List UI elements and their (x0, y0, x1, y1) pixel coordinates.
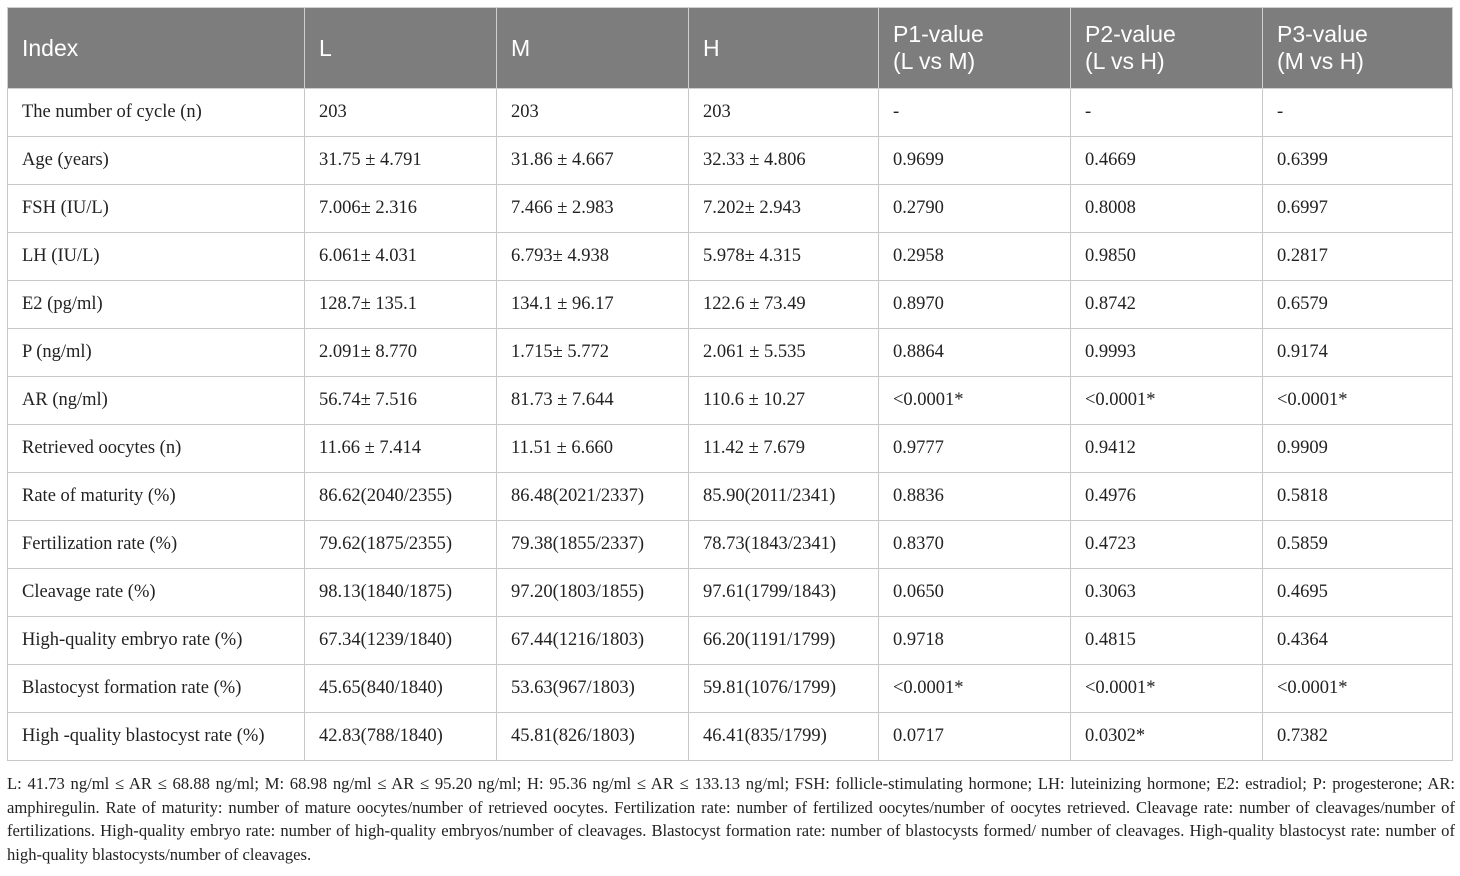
table-cell: 7.202± 2.943 (689, 185, 879, 233)
column-header-line: M (511, 34, 531, 61)
table-row (8, 377, 1453, 425)
row-label-cell: Blastocyst formation rate (%) (8, 665, 305, 713)
column-header (8, 8, 305, 89)
table-cell: 0.0650 (879, 569, 1071, 617)
table-cell: 0.9174 (1263, 329, 1453, 377)
column-header-line: (L vs M) (893, 48, 976, 74)
row-label-cell: The number of cycle (n) (8, 89, 305, 137)
column-header-line: (L vs H) (1085, 48, 1165, 74)
table-cell: <0.0001* (1263, 665, 1453, 713)
row-label-cell: Retrieved oocytes (n) (8, 425, 305, 473)
table-cell: 0.4815 (1071, 617, 1263, 665)
table-cell: 66.20(1191/1799) (689, 617, 879, 665)
table-row (8, 281, 1453, 329)
table-cell: 0.3063 (1071, 569, 1263, 617)
table-cell: 0.9993 (1071, 329, 1263, 377)
table-cell: 203 (689, 89, 879, 137)
row-label-cell: Cleavage rate (%) (8, 569, 305, 617)
table-cell: 0.8836 (879, 473, 1071, 521)
table-cell: 97.61(1799/1843) (689, 569, 879, 617)
table-cell: <0.0001* (879, 377, 1071, 425)
table-cell: 86.48(2021/2337) (497, 473, 689, 521)
table-cell: 81.73 ± 7.644 (497, 377, 689, 425)
table-cell: - (1071, 89, 1263, 137)
table-row (8, 521, 1453, 569)
table-cell: <0.0001* (1071, 665, 1263, 713)
table-cell: <0.0001* (1071, 377, 1263, 425)
table-body (8, 89, 1453, 761)
table-cell: 11.51 ± 6.660 (497, 425, 689, 473)
table-cell: 5.978± 4.315 (689, 233, 879, 281)
table-cell: 0.0302* (1071, 713, 1263, 761)
table-cell: 110.6 ± 10.27 (689, 377, 879, 425)
row-label-cell: Fertilization rate (%) (8, 521, 305, 569)
table-row (8, 569, 1453, 617)
table-cell: 97.20(1803/1855) (497, 569, 689, 617)
data-table-container (7, 7, 1452, 761)
table-cell: <0.0001* (879, 665, 1071, 713)
row-label-cell: Rate of maturity (%) (8, 473, 305, 521)
column-header-line: H (703, 34, 720, 61)
row-label-cell: High -quality blastocyst rate (%) (8, 713, 305, 761)
table-row (8, 137, 1453, 185)
column-header-line: P3-value (1277, 21, 1368, 47)
column-header-line: P2-value (1085, 21, 1176, 47)
header-row (8, 8, 1453, 89)
table-cell: 86.62(2040/2355) (305, 473, 497, 521)
table-cell: 0.0717 (879, 713, 1071, 761)
table-cell: 0.2790 (879, 185, 1071, 233)
table-cell: 7.006± 2.316 (305, 185, 497, 233)
table-row (8, 233, 1453, 281)
table-cell: 0.9850 (1071, 233, 1263, 281)
table-footnote: L: 41.73 ng/ml ≤ AR ≤ 68.88 ng/ml; M: 68.98 ng/ml ≤ AR ≤ 95.20 ng/ml; H: 95.36 ng/ml ≤ AR ≤ 133.13 ng/ml; FSH: follicle-stimulating hormone; LH: luteinizing hormone; E2: estradiol; P: progesterone; AR: amphiregulin. Rate of maturity: number of mature oocytes/number of retrieved oocytes. Fertilization rate: number of fertilized oocytes/number of oocytes retrieved. Cleavage rate: number of cleavages/number of fertilizations. High-quality embryo rate: number of high-quality embryos/number of cleavages. Blastocyst formation rate: number of blastocysts formed/ number of cleavages. High-quality blastocyst rate: number of high-quality blastocysts/number of cleavages. (7, 774, 1455, 864)
table-cell: 67.44(1216/1803) (497, 617, 689, 665)
column-header (1263, 8, 1453, 89)
column-header (879, 8, 1071, 89)
table-cell: 2.091± 8.770 (305, 329, 497, 377)
column-header-line: (M vs H) (1277, 48, 1364, 74)
column-header (305, 8, 497, 89)
table-cell: 67.34(1239/1840) (305, 617, 497, 665)
table-cell: 56.74± 7.516 (305, 377, 497, 425)
row-label-cell: P (ng/ml) (8, 329, 305, 377)
row-label-cell: E2 (pg/ml) (8, 281, 305, 329)
column-header-line: Index (22, 34, 79, 61)
table-row (8, 89, 1453, 137)
table-cell: 0.2958 (879, 233, 1071, 281)
row-label-cell: AR (ng/ml) (8, 377, 305, 425)
table-cell: 128.7± 135.1 (305, 281, 497, 329)
column-header-line: L (319, 34, 332, 61)
table-header (8, 8, 1453, 89)
data-table (7, 7, 1453, 761)
table-cell: 0.8742 (1071, 281, 1263, 329)
table-cell: 98.13(1840/1875) (305, 569, 497, 617)
table-row (8, 713, 1453, 761)
table-row (8, 329, 1453, 377)
table-cell: 0.6579 (1263, 281, 1453, 329)
table-cell: 85.90(2011/2341) (689, 473, 879, 521)
column-header-line: P1-value (893, 21, 984, 47)
table-cell: 0.5818 (1263, 473, 1453, 521)
table-cell: 78.73(1843/2341) (689, 521, 879, 569)
table-cell: 203 (305, 89, 497, 137)
table-cell: 134.1 ± 96.17 (497, 281, 689, 329)
table-cell: - (879, 89, 1071, 137)
table-row (8, 473, 1453, 521)
table-cell: 79.38(1855/2337) (497, 521, 689, 569)
table-cell: 0.9699 (879, 137, 1071, 185)
table-cell: 0.4723 (1071, 521, 1263, 569)
table-cell: 2.061 ± 5.535 (689, 329, 879, 377)
table-cell: 6.061± 4.031 (305, 233, 497, 281)
table-cell: 42.83(788/1840) (305, 713, 497, 761)
table-cell: 0.4695 (1263, 569, 1453, 617)
table-cell: 0.9412 (1071, 425, 1263, 473)
table-cell: 11.66 ± 7.414 (305, 425, 497, 473)
row-label-cell: LH (IU/L) (8, 233, 305, 281)
table-cell: 45.81(826/1803) (497, 713, 689, 761)
table-cell: 0.4669 (1071, 137, 1263, 185)
table-cell: 0.7382 (1263, 713, 1453, 761)
table-cell: 45.65(840/1840) (305, 665, 497, 713)
table-cell: 53.63(967/1803) (497, 665, 689, 713)
table-cell: 0.9777 (879, 425, 1071, 473)
row-label-cell: High-quality embryo rate (%) (8, 617, 305, 665)
table-cell: 31.75 ± 4.791 (305, 137, 497, 185)
table-row (8, 665, 1453, 713)
table-cell: 0.8970 (879, 281, 1071, 329)
table-row (8, 425, 1453, 473)
column-header (497, 8, 689, 89)
table-cell: 31.86 ± 4.667 (497, 137, 689, 185)
column-header (689, 8, 879, 89)
table-cell: 32.33 ± 4.806 (689, 137, 879, 185)
table-cell: 0.8370 (879, 521, 1071, 569)
table-cell: 0.6399 (1263, 137, 1453, 185)
table-cell: 122.6 ± 73.49 (689, 281, 879, 329)
table-cell: 11.42 ± 7.679 (689, 425, 879, 473)
table-row (8, 185, 1453, 233)
table-cell: 0.8008 (1071, 185, 1263, 233)
table-cell: 0.4976 (1071, 473, 1263, 521)
row-label-cell: FSH (IU/L) (8, 185, 305, 233)
table-cell: 0.4364 (1263, 617, 1453, 665)
table-cell: 203 (497, 89, 689, 137)
table-cell: - (1263, 89, 1453, 137)
table-cell: 7.466 ± 2.983 (497, 185, 689, 233)
table-cell: 0.8864 (879, 329, 1071, 377)
table-cell: 59.81(1076/1799) (689, 665, 879, 713)
table-cell: 1.715± 5.772 (497, 329, 689, 377)
table-cell: <0.0001* (1263, 377, 1453, 425)
table-cell: 0.6997 (1263, 185, 1453, 233)
table-cell: 0.9909 (1263, 425, 1453, 473)
table-cell: 46.41(835/1799) (689, 713, 879, 761)
table-cell: 0.9718 (879, 617, 1071, 665)
row-label-cell: Age (years) (8, 137, 305, 185)
table-cell: 79.62(1875/2355) (305, 521, 497, 569)
table-cell: 0.2817 (1263, 233, 1453, 281)
table-row (8, 617, 1453, 665)
table-cell: 6.793± 4.938 (497, 233, 689, 281)
column-header (1071, 8, 1263, 89)
table-cell: 0.5859 (1263, 521, 1453, 569)
